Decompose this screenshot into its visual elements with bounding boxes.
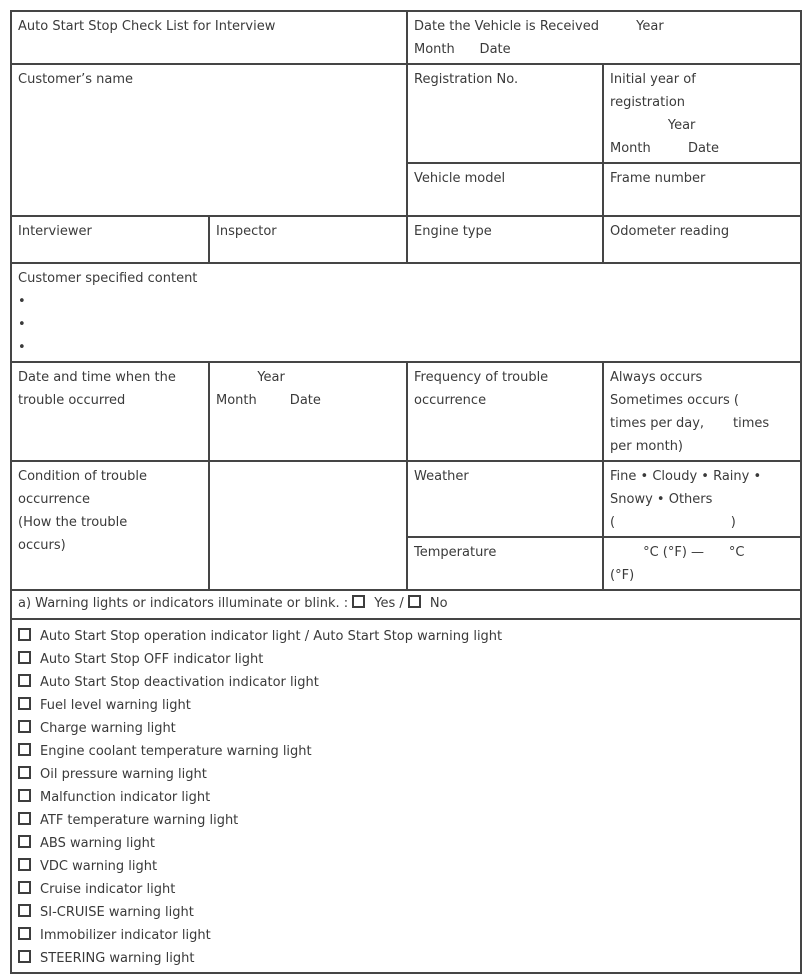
checklist-item — [18, 763, 794, 786]
interviewer-label: Interviewer — [18, 224, 92, 239]
checklist-item — [18, 671, 794, 694]
trouble-datetime-line1: Date and time when the — [18, 370, 176, 385]
yes-no-separator: / — [395, 596, 408, 611]
engine-type-cell — [407, 216, 603, 263]
no-checkbox-icon[interactable] — [408, 595, 421, 608]
warning-question-text: a) Warning lights or indicators illuminate or blink. : — [18, 596, 353, 611]
checkbox-icon[interactable] — [18, 789, 31, 802]
inspector-cell — [209, 216, 407, 263]
checklist-item — [18, 809, 794, 832]
weather-label-cell — [407, 461, 603, 537]
condition-line1: Condition of trouble — [18, 469, 148, 484]
trouble-date-year: Year — [216, 370, 285, 385]
bullet-icon: • — [18, 294, 26, 309]
condition-entry-cell — [209, 461, 407, 590]
checklist-cell — [11, 619, 801, 973]
customer-content-title: Customer specified content — [18, 271, 198, 286]
temperature-value-line1: °C (°F) — °C — [610, 545, 745, 560]
frequency-label-line2: occurrence — [414, 393, 487, 408]
frequency-option-line1: Always occurs — [610, 370, 703, 385]
checklist-item — [18, 878, 794, 901]
checklist-item-label: Charge warning light — [40, 721, 176, 736]
frequency-label-cell — [407, 362, 603, 461]
checklist-item-label: Auto Start Stop OFF indicator light — [40, 652, 264, 667]
odometer-label: Odometer reading — [610, 224, 730, 239]
condition-label-cell — [11, 461, 209, 590]
checkbox-icon[interactable] — [18, 835, 31, 848]
checklist-item-label: Engine coolant temperature warning light — [40, 744, 312, 759]
odometer-cell — [603, 216, 801, 263]
checkbox-icon[interactable] — [18, 766, 31, 779]
checklist-item — [18, 717, 794, 740]
sheet-title: Auto Start Stop Check List for Interview — [18, 19, 276, 34]
condition-line4: occurs) — [18, 538, 66, 553]
date-received-line1: Date the Vehicle is Received Year — [414, 19, 664, 34]
checklist-item — [18, 924, 794, 947]
checkbox-icon[interactable] — [18, 628, 31, 641]
checkbox-icon[interactable] — [18, 904, 31, 917]
vehicle-model-cell — [407, 163, 603, 216]
customer-name-label: Customer’s name — [18, 72, 134, 87]
temperature-value-line2: (°F) — [610, 568, 635, 583]
checklist-item-label: Fuel level warning light — [40, 698, 191, 713]
checklist-item-label: Malfunction indicator light — [40, 790, 211, 805]
checkbox-icon[interactable] — [18, 927, 31, 940]
checklist-item-label: STEERING warning light — [40, 951, 195, 966]
checkbox-icon[interactable] — [18, 720, 31, 733]
yes-checkbox-icon[interactable] — [352, 595, 365, 608]
checkbox-icon[interactable] — [18, 950, 31, 963]
weather-option-line3: ( ) — [610, 515, 736, 530]
checkbox-icon[interactable] — [18, 858, 31, 871]
bullet-icon: • — [18, 340, 26, 355]
temperature-label: Temperature — [414, 545, 497, 560]
customer-content-cell — [11, 263, 801, 362]
checklist-item — [18, 832, 794, 855]
condition-line2: occurrence — [18, 492, 91, 507]
weather-option-line1: Fine • Cloudy • Rainy • — [610, 469, 762, 484]
date-received-cell — [407, 11, 801, 64]
checklist-item — [18, 901, 794, 924]
sheet-title-cell — [11, 11, 407, 64]
weather-label: Weather — [414, 469, 469, 484]
checklist-item-label: Oil pressure warning light — [40, 767, 207, 782]
trouble-date-month-date: Month Date — [216, 393, 321, 408]
checklist-item-label: Auto Start Stop operation indicator light / Auto Start Stop warning light — [40, 629, 503, 644]
frequency-label-line1: Frequency of trouble — [414, 370, 549, 385]
initial-year-line2: registration — [610, 95, 686, 110]
initial-year-line4: Month Date — [610, 141, 720, 156]
frame-number-cell — [603, 163, 801, 216]
initial-year-cell — [603, 64, 801, 163]
checklist-item-label: Cruise indicator light — [40, 882, 176, 897]
temperature-label-cell — [407, 537, 603, 590]
initial-year-line3: Year — [610, 118, 696, 133]
checkbox-icon[interactable] — [18, 697, 31, 710]
interviewer-cell — [11, 216, 209, 263]
no-label: No — [429, 596, 448, 611]
checklist-item-label: SI-CRUISE warning light — [40, 905, 194, 920]
inspector-label: Inspector — [216, 224, 277, 239]
checkbox-icon[interactable] — [18, 812, 31, 825]
engine-type-label: Engine type — [414, 224, 492, 239]
checklist-item — [18, 947, 794, 970]
registration-no-label: Registration No. — [414, 72, 519, 87]
checklist-item-label: ATF temperature warning light — [40, 813, 239, 828]
frequency-option-line4: per month) — [610, 439, 684, 454]
checkbox-icon[interactable] — [18, 674, 31, 687]
checklist-item — [18, 855, 794, 878]
trouble-datetime-line2: trouble occurred — [18, 393, 126, 408]
checklist-item — [18, 694, 794, 717]
initial-year-line1: Initial year of — [610, 72, 696, 87]
checklist-item-label: ABS warning light — [40, 836, 155, 851]
frequency-option-line3: times per day, times — [610, 416, 770, 431]
bullet-icon: • — [18, 317, 26, 332]
checkbox-icon[interactable] — [18, 881, 31, 894]
trouble-datetime-cell — [11, 362, 209, 461]
customer-name-cell — [11, 64, 407, 216]
yes-label: Yes — [374, 596, 396, 611]
checkbox-icon[interactable] — [18, 651, 31, 664]
checklist-item — [18, 625, 794, 648]
registration-no-cell — [407, 64, 603, 163]
date-received-line2: Month Date — [414, 42, 511, 57]
checklist-item-label: Auto Start Stop deactivation indicator light — [40, 675, 319, 690]
vehicle-model-label: Vehicle model — [414, 171, 506, 186]
checklist-item — [18, 740, 794, 763]
warning-question-cell — [11, 590, 801, 619]
check-sheet-table — [10, 10, 802, 974]
weather-options-cell — [603, 461, 801, 537]
temperature-value-cell — [603, 537, 801, 590]
checklist-item-label: VDC warning light — [40, 859, 158, 874]
weather-option-line2: Snowy • Others — [610, 492, 713, 507]
trouble-date-fields-cell — [209, 362, 407, 461]
frequency-options-cell — [603, 362, 801, 461]
condition-line3: (How the trouble — [18, 515, 128, 530]
checkbox-icon[interactable] — [18, 743, 31, 756]
checklist-item — [18, 786, 794, 809]
frequency-option-line2: Sometimes occurs ( — [610, 393, 739, 408]
checklist-item-label: Immobilizer indicator light — [40, 928, 211, 943]
frame-number-label: Frame number — [610, 171, 706, 186]
checklist-item — [18, 648, 794, 671]
